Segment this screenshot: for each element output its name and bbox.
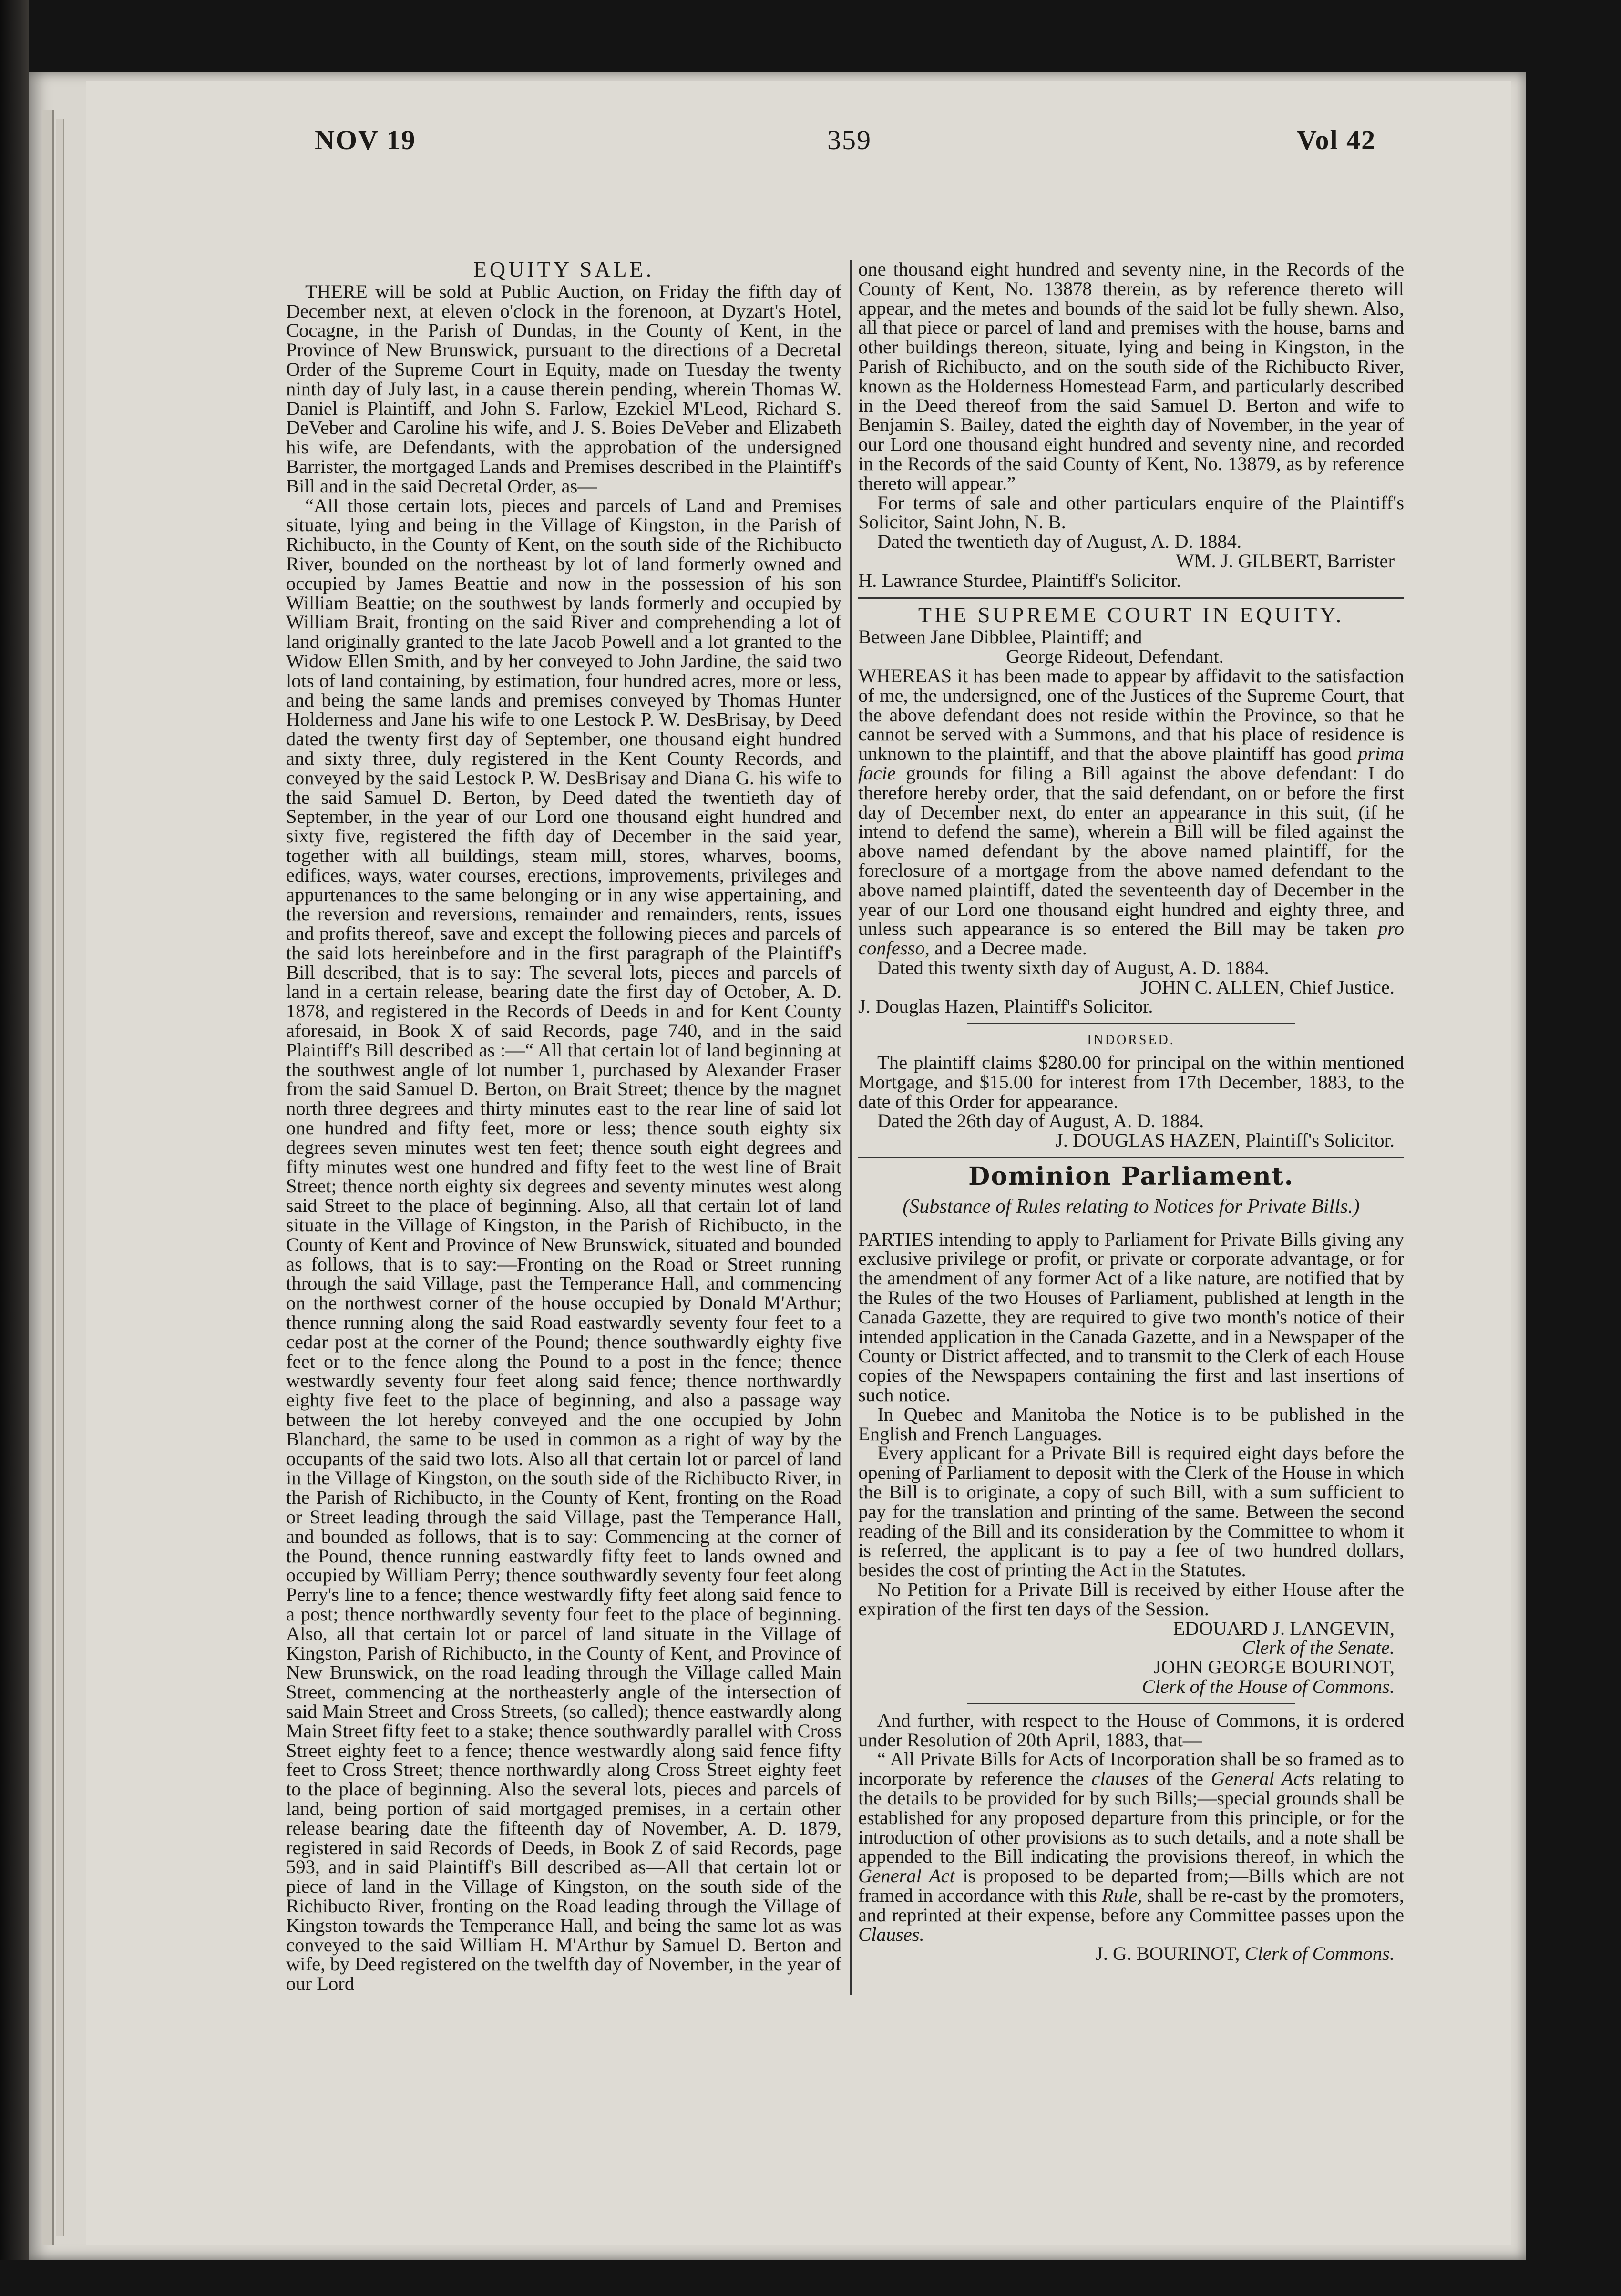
dominion-p6-c: relating to the details to be provided for by such Bills;—special grounds shall be established for any proposed departure from this principle, or for the introduction of other provisions as to such details, and a note shall be appended to the Bill indicating the provisions thereof, in which the (858, 1768, 1404, 1867)
senate-clerk-name: EDOUARD J. LANGEVIN, (1173, 1617, 1395, 1639)
dominion-p6-i3: General Act (858, 1865, 955, 1887)
supreme-court-between-1: Between Jane Dibblee, Plaintiff; and (858, 626, 1142, 648)
senate-clerk-title: Clerk of the Senate. (1241, 1637, 1395, 1659)
supreme-court-body-2: grounds for filing a Bill against the above defendant: I do therefore hereby order, that the said defendant, on or before the first day of December next, do enter an appearance in this suit, (if he intend to defend the same), wherein a Bill will be filed against the above named defendant by the above named plaintiff, for the foreclosure of a mortgage from the above named defendant to the above named plaintiff, dated the seventeenth day of December in the year of our Lord one thousand eight hundred and eighty three, and unless such appearance is so entered the Bill may be taken (858, 762, 1404, 940)
dominion-p6-e: shall be re-cast by the promoters, and reprinted at their expense, before any Committee passes upon the (858, 1884, 1404, 1926)
equity-sale-intro: THERE will be sold at Public Auction, on Friday the fifth day of December next, at eleven o'clock in the forenoon, at Dyzart's Hotel, Cocagne, in the Parish of Dundas, in the County of Kent, in the Province of New Brunswick, pursuant to the directions of a Decretal Order of the Supreme Court in Equity, made on Tuesday the twenty ninth day of July last, in a cause therein pending, wherein Thomas W. Daniel is Plaintiff, and John S. Farlow, Ezekiel M'Leod, Richard S. DeVeber and Caroline his wife, and J. S. Boies DeVeber and Elizabeth his wife, are Defendants, with the approbation of the undersigned Barrister, the mortgaged Lands and Premises described in the Plaintiff's Bill and in the said Decretal Order, as— (286, 280, 841, 497)
equity-sale-dated: Dated the twentieth day of August, A. D. 1884. (877, 531, 1242, 553)
dominion-p3: Every applicant for a Private Bill is required eight days before the opening of Parliament to deposit with the Clerk of the House in which the Bill is to originate, a copy of such Bill, with a sum sufficient to pay for the translation and printing of the same. Between the second reading of the Bill and its consideration by the Committee to whom it is referred, the applicant is to pay a fee of two hundred dollars, besides the cost of printing the Act in the Statutes. (858, 1442, 1404, 1581)
section-rule-2 (858, 1157, 1404, 1158)
equity-sale-description: “All those certain lots, pieces and parcels of Land and Premises situate, lying and being in the Village of Kingston, in the Parish of Richibucto, in the County of Kent, on the south side of the Richibucto River, bounded on the northeast by lot of land formerly owned and occupied by James Beattie and now in the possession of his son William Beattie; on the southwest by lands formerly and occupied by William Brait, fronting on the said River and comprehending a lot of land originally granted to the late Jacob Powell and a lot granted to the Widow Ellen Smith, and by her conveyed to John Jardine, the said two lots of land containing, by estimation, four hundred acres, more or less, and being the same lands and premises conveyed by Thomas Hunter Holderness and Jane his wife to one Lestock P. W. DesBrisay, by Deed dated the twenty first day of September, one thousand eight hundred and sixty three, duly registered in the Kent County Records, and conveyed by the said Lestock P. W. DesBrisay and Diana G. his wife to the said Samuel D. Berton, by Deed dated the twentieth day of September, in the year of our Lord one thousand eight hundred and sixty five, registered the fifth day of December in the said year, together with all buildings, steam mill, stores, wharves, booms, edifices, ways, water courses, erections, improvements, privileges and appurtenances to the same belonging or in any wise appertaining, and the reversion and reversions, remainder and remainders, rents, issues and profits thereof, save and except the following pieces and parcels of the said lots hereinbefore and in the first paragraph of the Plaintiff's Bill described, that is to say: The several lots, pieces and parcels of land in a certain release, bearing date the first day of October, A. D. 1878, and registered in the Records of Deeds in and for Kent County aforesaid, in Book X of said Records, page 740, and in the said Plaintiff's Bill described as :—“ All that certain lot of land beginning at the southwest angle of lot number 1, purchased by Alexander Fraser from the said Samuel D. Berton, on Brait Street; thence by the magnet north three degrees and thirty minutes east to the rear line of said lot one hundred and fifty feet, more or less; thence south eighty six degrees seven minutes west ten feet; thence south eight degrees and fifty minutes west one hundred and fifty feet to the west line of Brait Street; thence north eighty six degrees and seventy minutes west along said Street to the place of beginning. Also, all that certain lot of land situate in the Village of Kingston, in the Parish of Richibucto, in the County of Kent and Province of New Brunswick, situated and bounded as follows, that is to say:—Fronting on the Road or Street running through the said Village, past the Temperance Hall, and commencing on the northwest corner of the house occupied by Donald M'Arthur; thence running along the said Road eastwardly seventy four feet to a cedar post at the corner of the Pound; thence southwardly eighty five feet or to the fence along the Pound to a post in the fence; thence westwardly seventy four feet along said fence; thence northwardly eighty five feet to the place of beginning, and also a passage way between the lot hereby conveyed and the one occupied by John Blanchard, the same to be used in common as a right of way by the occupants of the said two lots. Also all that certain lot or parcel of land in the Village of Kingston, on the south side of the Richibucto River, in the Parish of Richibucto, in the County of Kent, fronting on the Road or Street leading through the said Village, past the Temperance Hall, and bounded as follows, that is to say: Commencing at the corner of the Pound, thence running eastwardly fifty feet to lands owned and occupied by William Perry; thence southwardly seventy four feet along Perry's line to a fence; thence westwardly fifty feet along said fence to a post; thence northwardly seventy four feet to the place of beginning. Also, all that certain lot or parcel of land situate in the Village of Kingston, Parish of Richibucto, in the County of Kent, and Province of New Brunswick, on the road leading through the Village called Main Street, commencing at the northeasterly angle of the intersection of said Main Street and Cross Streets, (so called); thence eastwardly along Main Street fifty feet to a stake; thence southwardly parallel with Cross Street eighty feet to a fence; thence westwardly along said fence fifty feet to Cross Street; thence northwardly along Cross Street eighty feet to the place of beginning. Also the several lots, pieces and parcels of land, being portion of said mortgaged premises, in a certain other release bearing date the fifteenth day of November, A. D. 1879, registered in said Records of Deeds, in Book Z of said Records, page 593, and in said Plaintiff's Bill described as—All that certain lot or piece of land in the Village of Kingston, on the south side of the Richibucto River, fronting on the Road leading through the Village of Kingston towards the Temperance Hall, and being the same lot as was conveyed to the said William H. M'Arthur by Samuel D. Berton and wife, by Deed registered on the twelfth day of November, in the year of our Lord (286, 494, 841, 1995)
indorsed-dated: Dated the 26th day of August, A. D. 1884. (877, 1110, 1204, 1132)
dominion-p5: And further, with respect to the House of Commons, it is ordered under Resolution of 20th April, 1883, that— (858, 1709, 1404, 1751)
supreme-court-body-ital-2: pro confesso (858, 918, 1404, 959)
dominion-p2: In Quebec and Manitoba the Notice is to be published in the English and French Languages. (858, 1403, 1404, 1445)
right-background (1526, 72, 1621, 2296)
final-signer (858, 1944, 1404, 1964)
page-edge-inner (56, 119, 64, 2236)
column-divider (850, 260, 852, 1995)
final-signer-title: Clerk of Commons. (1244, 1943, 1395, 1965)
supreme-court-body (858, 666, 1404, 958)
supreme-court-body-ital-1: prima facie (858, 743, 1404, 784)
dominion-p6-a: “ All Private Bills for Acts of Incorporation shall be so framed as to incorporate by reference the (858, 1748, 1404, 1790)
dominion-p6-i5: Clauses. (858, 1923, 924, 1945)
dominion-p6-i1: clauses (1091, 1768, 1149, 1790)
supreme-court-signer: JOHN C. ALLEN, Chief Justice. (1140, 976, 1395, 998)
dominion-p1: PARTIES intending to apply to Parliament for Private Bills giving any exclusive privilege or profit, or private or corporate advantage, or for the amendment of any former Act of a like nature, are notified that by the Rules of the two Houses of Parliament, published at length in the Canada Gazette, they are required to give two month's notice of their intended application in the Canada Gazette, and in a Newspaper of the County or District affected, and to transmit to the Clerk of each House copies of the Newspapers containing the first and last insertions of such notice. (858, 1228, 1404, 1406)
dominion-rule (967, 1703, 1295, 1704)
equity-sale-signer: WM. J. GILBERT, Barrister (1176, 550, 1395, 572)
indorsed-rule (967, 1023, 1295, 1024)
page-header (219, 124, 1411, 176)
dominion-p6 (858, 1750, 1404, 1944)
issue-date: NOV 19 (315, 124, 416, 155)
volume-number: Vol 42 (1297, 124, 1376, 155)
dominion-parliament-subtitle: (Substance of Rules relating to Notices for Private Bills.) (903, 1195, 1360, 1218)
final-signer-name: J. G. BOURINOT, (1095, 1943, 1240, 1965)
supreme-court-between-2: George Rideout, Defendant. (1006, 646, 1224, 667)
indorsed-title: INDORSED. (1087, 1033, 1175, 1048)
indorsed-signer: J. DOUGLAS HAZEN, Plaintiff's Solicitor. (1055, 1129, 1395, 1151)
dominion-parliament-title: Dominion Parliament. (968, 1162, 1294, 1191)
supreme-court-body-1: WHEREAS it has been made to appear by affidavit to the satisfaction of me, the undersigned, one of the Justices of the Supreme Court, that the above defendant does not reside within the Province, so that he cannot be served with a Summons, and that his place of residence is unknown to the plaintiff, and that the above plaintiff has good (858, 665, 1404, 765)
equity-sale-solicitor: H. Lawrance Sturdee, Plaintiff's Solicitor. (858, 569, 1181, 591)
book-spine (0, 0, 29, 2296)
supreme-court-body-3: , and a Decree made. (924, 937, 1087, 959)
right-column (858, 260, 1404, 1964)
dominion-p6-i4: Rule, (1101, 1884, 1142, 1906)
indorsed-body: The plaintiff claims $280.00 for principal on the within mentioned Mortgage, and $15.00 for interest from 17th December, 1883, to the date of this Order for appearance. (858, 1052, 1404, 1112)
section-rule (858, 597, 1404, 599)
supreme-court-title: THE SUPREME COURT IN EQUITY. (918, 602, 1344, 627)
dominion-p6-i2: General Acts (1211, 1768, 1315, 1790)
page-number: 359 (827, 124, 872, 155)
commons-clerk-title: Clerk of the House of Commons. (1142, 1675, 1395, 1697)
equity-sale-title: EQUITY SALE. (473, 257, 655, 281)
dominion-p4: No Petition for a Private Bill is received by either House after the expiration of the first ten days of the Session. (858, 1578, 1404, 1620)
bottom-background (0, 2260, 1621, 2296)
left-column (286, 257, 841, 1995)
dominion-p6-b: of the (1156, 1768, 1203, 1790)
equity-sale-terms: For terms of sale and other particulars enquire of the Plaintiff's Solicitor, Saint John, N. B. (858, 492, 1404, 533)
supreme-court-solicitor: J. Douglas Hazen, Plaintiff's Solicitor. (858, 995, 1153, 1017)
page-edge (42, 110, 54, 2245)
equity-sale-continuation: one thousand eight hundred and seventy nine, in the Records of the County of Kent, No. 13878 therein, as by reference thereto will appear, and the metes and bounds of the said lot be fully shewn. Also, all that piece or parcel of land and premises with the house, barns and other buildings thereon, situate, lying and being in Kingston, in the Parish of Richibucto, and on the south side of the Richibucto River, known as the Holderness Homestead Farm, and particularly described in the Deed thereof from the said Samuel D. Berton and wife to Benjamin S. Bailey, dated the eighth day of November, in the year of our Lord one thousand eight hundred and seventy nine, and recorded in the Records of the said County of Kent, No. 13879, as by reference thereto will appear.” (858, 258, 1404, 494)
dominion-p6-d: is proposed to be departed from;—Bills which are not framed in accordance with this (858, 1865, 1404, 1906)
commons-clerk-name: JOHN GEORGE BOURINOT, (1153, 1656, 1395, 1678)
supreme-court-dated: Dated this twenty sixth day of August, A. D. 1884. (877, 956, 1269, 978)
